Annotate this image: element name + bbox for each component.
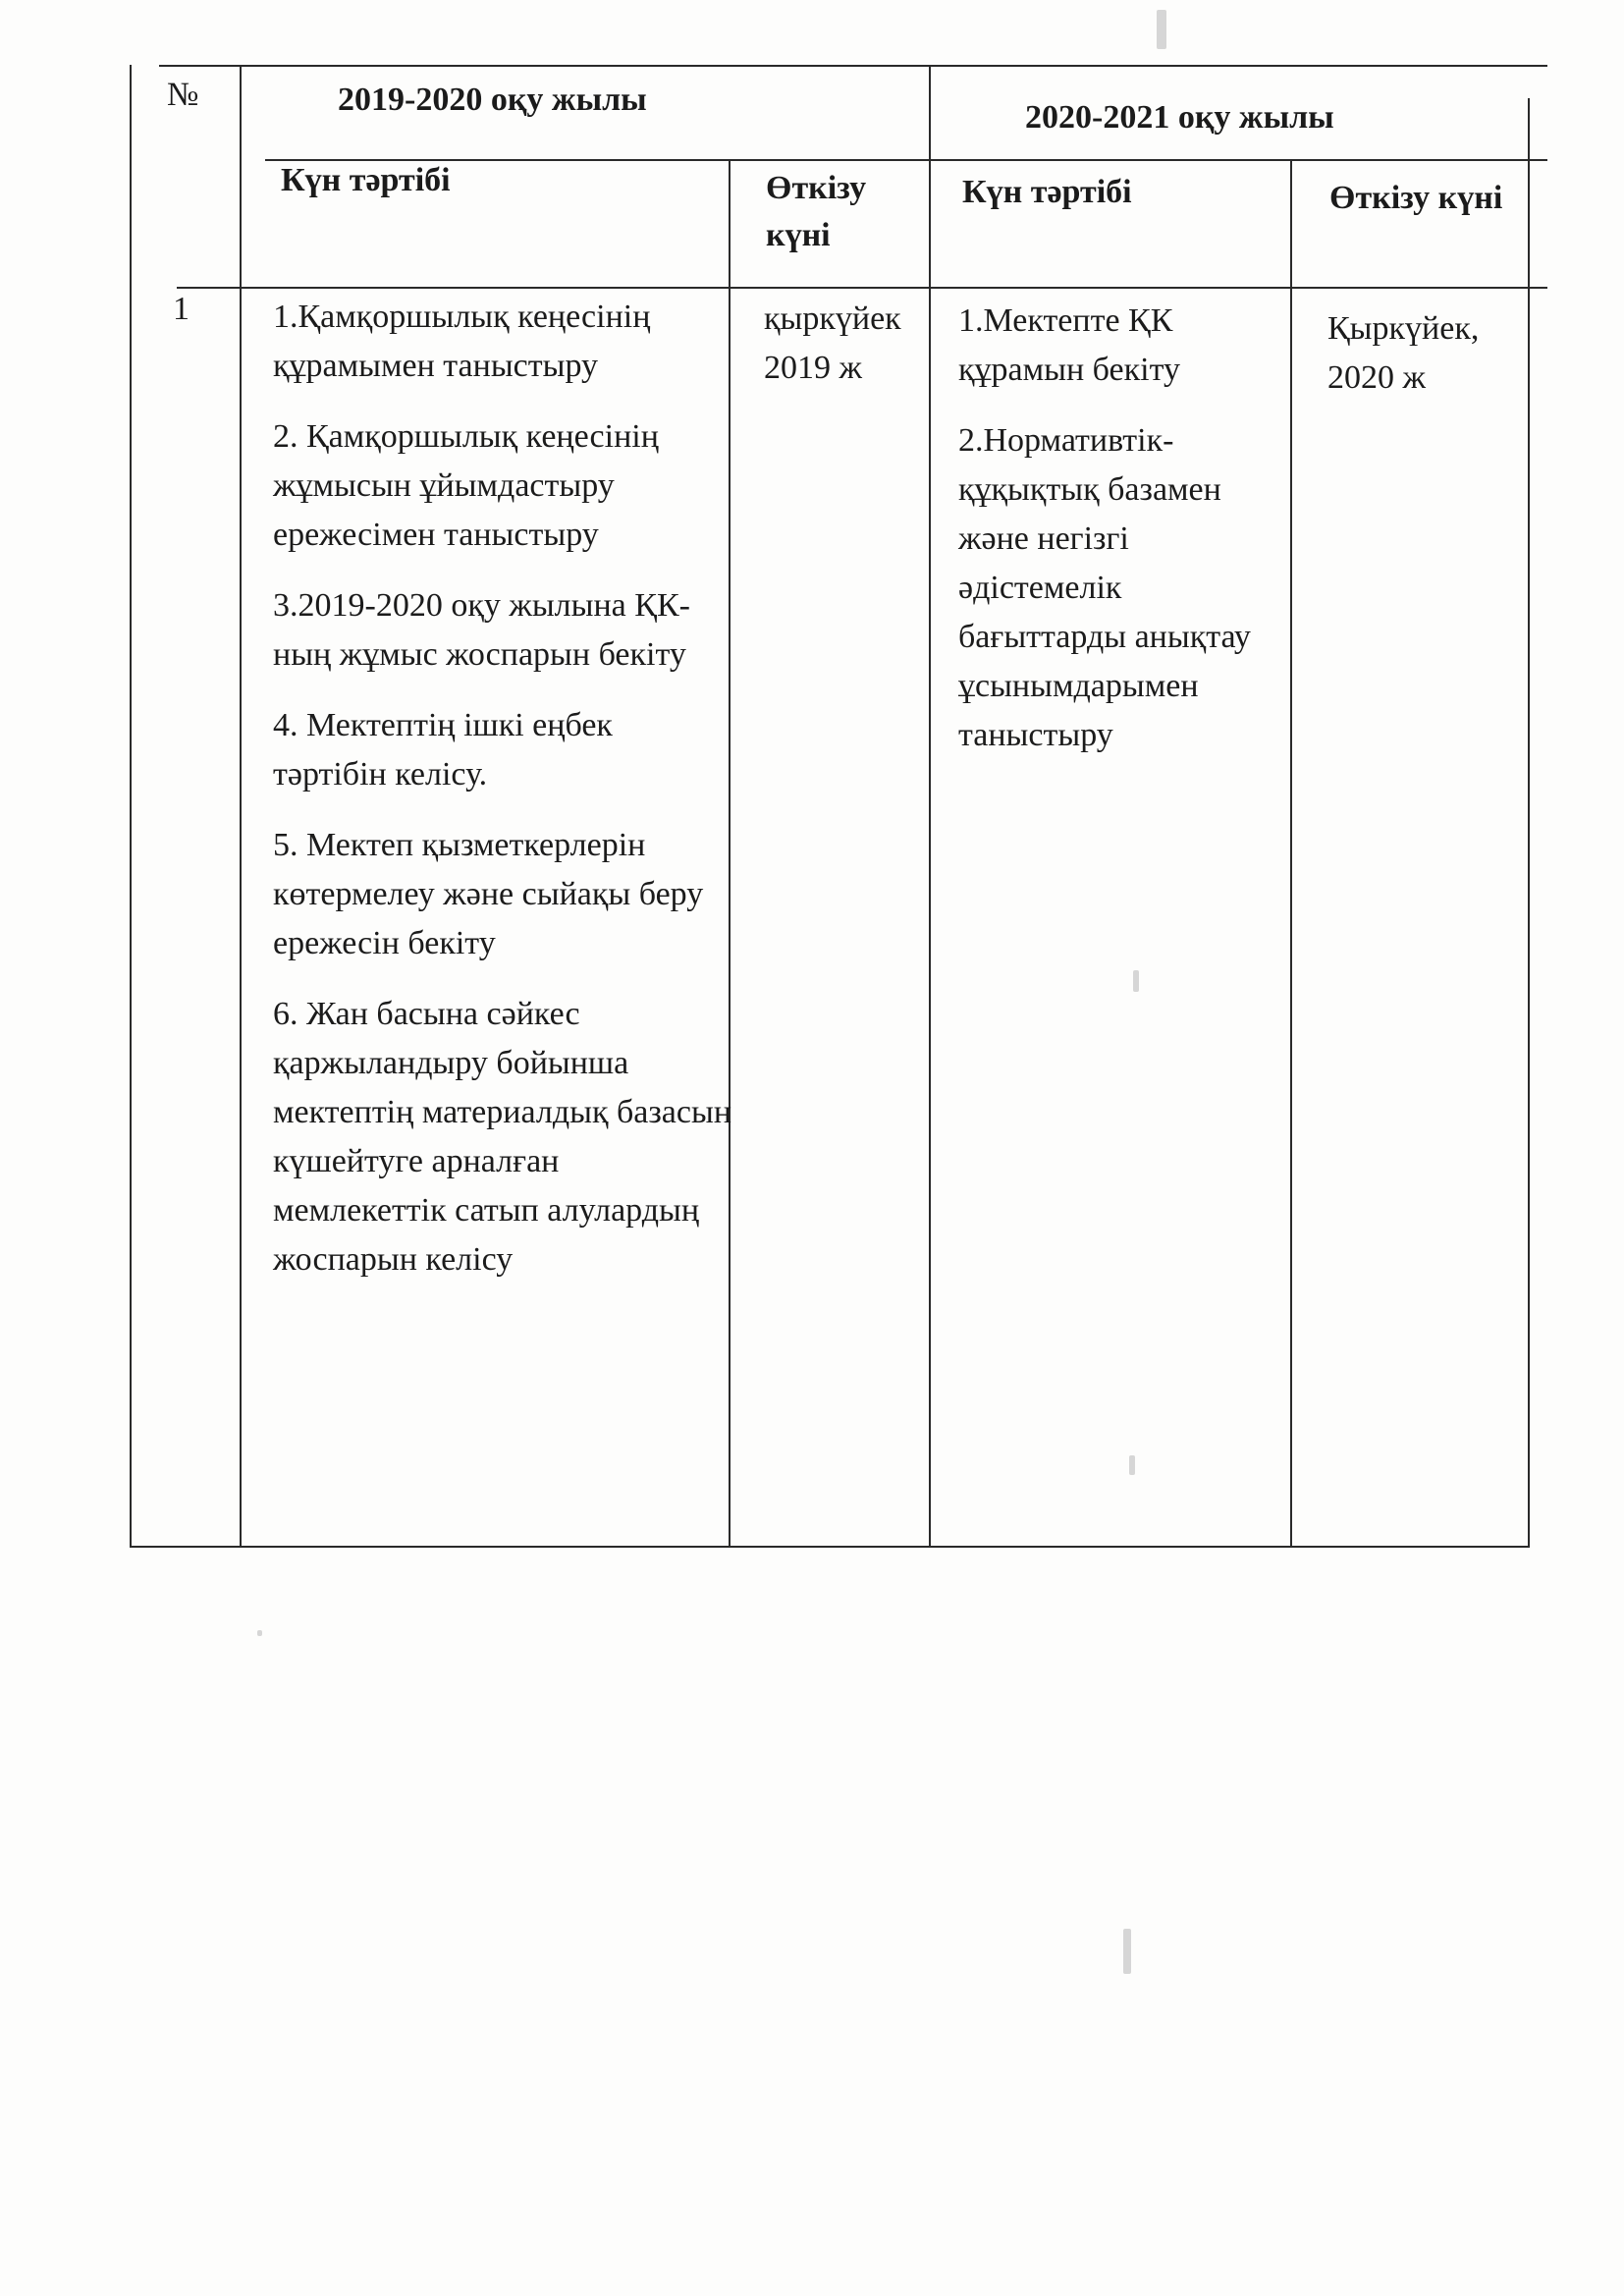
agenda-item-2020-1: 1.Мектепте ҚК құрамын бекіту [958,302,1180,388]
agenda-item-2019-3: 3.2019-2020 оқу жылына ҚК-ның жұмыс жоспарын бекіту [273,587,690,673]
agenda-header-2019: Күн тәртібі [281,162,451,198]
table-bottom-border [130,1546,1528,1548]
date-header-2019: Өткізу күні [766,170,867,253]
column-divider-number [240,65,242,1548]
header-divider-1 [265,159,1547,161]
scan-speck [1133,970,1139,992]
table-left-border [130,65,132,1548]
date-2020: Қыркүйек, 2020 ж [1327,310,1480,396]
agenda-item-2019-4: 4. Мектептің ішкі еңбек тәртібін келісу. [273,707,613,793]
date-header-2020: Өткізу күні [1329,180,1503,216]
year-2019-2020-header: 2019-2020 оқу жылы [338,82,647,118]
scan-speck [1129,1455,1135,1475]
year-2020-2021-header: 2020-2021 оқу жылы [1025,99,1334,136]
header-divider-2 [177,287,1547,289]
table-top-border [159,65,1547,67]
agenda-item-2019-6: 6. Жан басына сәйкес қаржыландыру бойынша мектептің материалдық базасын күшейтуге арналған мемлекеттік сатып алулардың жоспарын келісу [273,996,732,1278]
column-divider-year [929,65,931,1548]
column-divider-date-2020 [1290,159,1292,1548]
scan-speck [1157,10,1166,49]
scan-speck [257,1630,262,1636]
agenda-item-2019-1: 1.Қамқоршылық кеңесінің құрамымен таныстыру [273,299,651,384]
agenda-header-2020: Күн тәртібі [962,174,1132,210]
agenda-list-2019 [273,293,734,1306]
number-header: № [167,77,199,113]
scan-speck [1123,1929,1131,1974]
agenda-item-2020-2: 2.Нормативтік-құқықтық базамен және негізгі әдістемелік бағыттарды анықтау ұсынымдарымен таныстыру [958,422,1251,753]
date-2019: қыркүйек 2019 ж [764,301,901,386]
row-number: 1 [173,291,189,327]
agenda-item-2019-5: 5. Мектеп қызметкерлерін көтермелеу және сыйақы беру ережесін бекіту [273,827,704,961]
table-right-border [1528,98,1530,1548]
agenda-list-2020 [958,297,1272,782]
agenda-item-2019-2: 2. Қамқоршылық кеңесінің жұмысын ұйымдастыру ережесімен таныстыру [273,418,659,553]
